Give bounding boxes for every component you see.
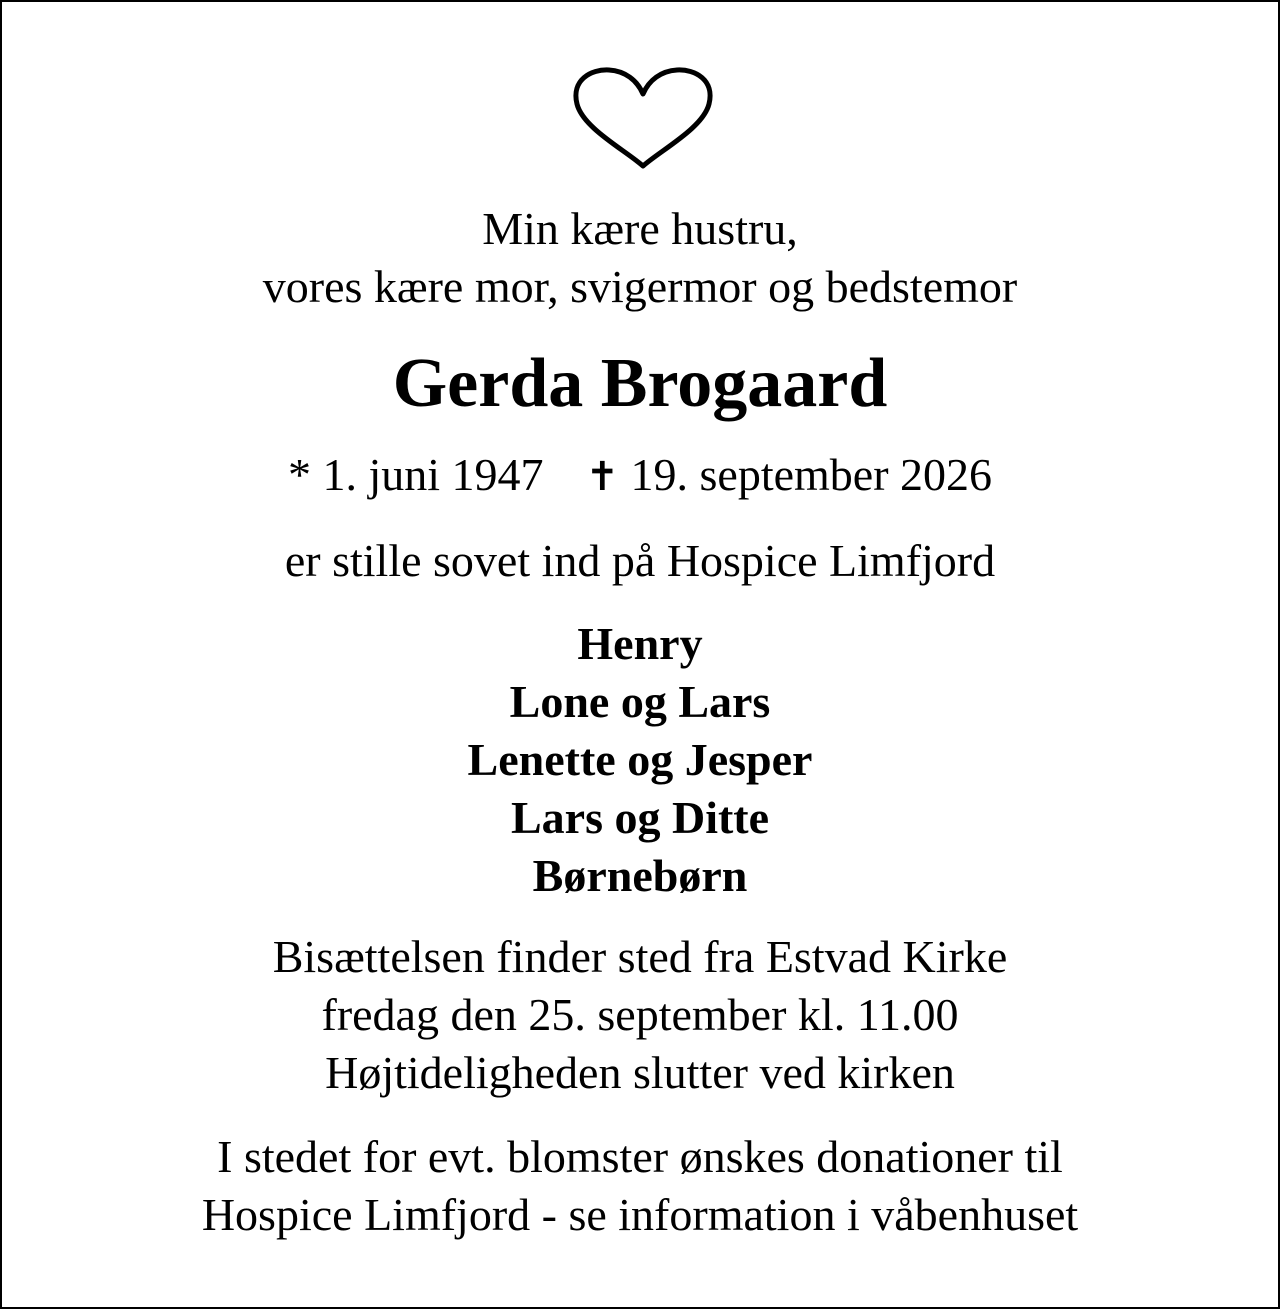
donation-line: I stedet for evt. blomster ønskes donationer til — [217, 1131, 1063, 1182]
donation-line: Hospice Limfjord - se information i våbenhuset — [201, 1189, 1079, 1240]
deceased-name: Gerda Brogaard — [392, 345, 888, 422]
intro-text — [2, 200, 1278, 316]
intro-line: vores kære mor, svigermor og bedstemor — [262, 261, 1018, 312]
life-dates — [2, 442, 1278, 510]
heart-icon — [569, 64, 717, 172]
family-member: Henry — [577, 618, 703, 669]
family-member: Lars og Ditte — [510, 792, 770, 843]
intro-line: Min kære hustru, — [482, 203, 798, 254]
family-member: Børnebørn — [532, 850, 748, 901]
funeral-line: Bisættelsen finder sted fra Estvad Kirke — [272, 931, 1008, 982]
donation-info — [2, 1128, 1278, 1244]
funeral-line: Højtideligheden slutter ved kirken — [325, 1047, 955, 1098]
family-list — [2, 615, 1278, 905]
family-member: Lone og Lars — [509, 676, 771, 727]
death-date: 19. september 2026 — [630, 449, 993, 500]
birth-date: * 1. juni 1947 — [287, 449, 544, 500]
passing-text: er stille sovet ind på Hospice Limfjord — [284, 535, 996, 586]
funeral-info — [2, 928, 1278, 1102]
family-member: Lenette og Jesper — [467, 734, 813, 785]
cross-icon: ✝ — [585, 454, 620, 500]
funeral-line: fredag den 25. september kl. 11.00 — [321, 989, 959, 1040]
